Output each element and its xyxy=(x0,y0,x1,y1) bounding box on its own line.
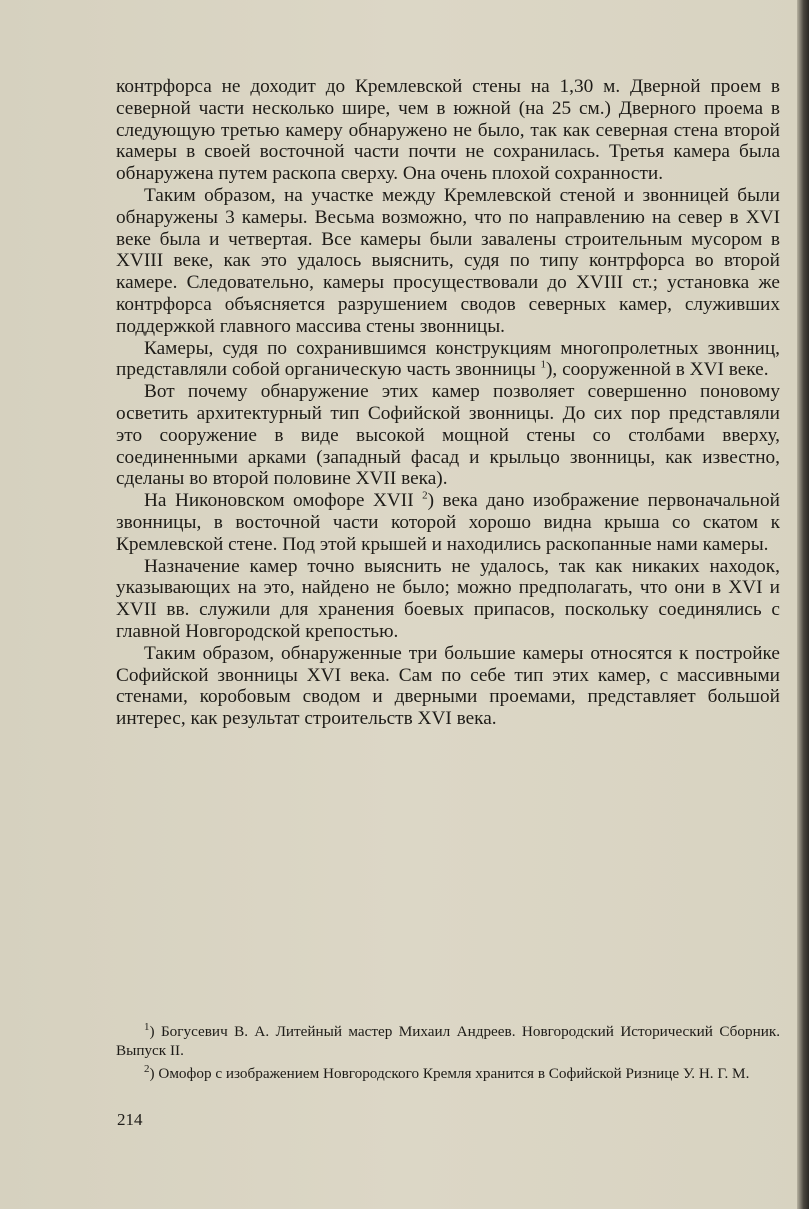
footnote-2 xyxy=(116,1064,780,1083)
main-text xyxy=(116,76,780,730)
footnote-text-2: ) Омофор с изображением Новгородского Кремля хранится в Софийской Ризнице У. Н. Г. М. xyxy=(149,1065,750,1082)
footnote-mark-2: 2 xyxy=(144,1062,150,1075)
paragraph-2: Таким образом, на участке между Кремлевской стеной и звонницей были обнаружены 3 камеры. Весьма возможно, что по направлению на север в XVI веке была и четвертая. Все камеры были завалены строительным мусором в XVIII веке, как это удалось выяснить, судя по типу контрфорса во второй камере. Следовательно, камеры просуществовали до XVIII ст.; установка же контрфорса объясняется разрушением сводов северных камер, служивших поддержкой главного массива стены звонницы. xyxy=(116,184,780,337)
paragraph-5-text-after: ) века дано изображение первоначальной звонницы, в восточной части которой хорошо видна крыша со скатом к Кремлевской стене. Под этой крышей и находились раскопанные нами камеры. xyxy=(116,490,780,555)
footnotes xyxy=(116,1022,780,1087)
footnote-ref-2: 2 xyxy=(422,489,428,502)
paragraph-6: Назначение камер точно выяснить не удалось, так как никаких находок, указывающих на это, найдено не было; можно предполагать, что они в XVI и XVII вв. служили для хранения боевых припасов, поскольку соединялись с главной Новгородской крепостью. xyxy=(116,555,780,642)
footnote-ref-1: 1 xyxy=(540,358,547,371)
paragraph-3 xyxy=(116,338,780,382)
paragraph-1: контрфорса не доходит до Кремлевской стены на 1,30 м. Дверной проем в северной части несколько шире, чем в южной (на 25 см.) Дверного проема в следующую третью камеру обнаружено не было, так как северная стена второй камеры в своей восточной части почти не сохранилась. Третья камера была обнаружена путем раскопа сверху. Она очень плохой сохранности. xyxy=(116,76,780,185)
paragraph-3-text-after: ), сооруженной в XVI веке. xyxy=(546,359,769,381)
footnote-mark-1: 1 xyxy=(144,1020,150,1033)
paragraph-5 xyxy=(116,490,780,555)
footnote-1 xyxy=(116,1022,780,1060)
paragraph-3-text-before: Камеры, судя по сохранившимся конструкциям многопролетных звонниц, представляли собой органическую часть звонницы xyxy=(116,337,780,381)
footnote-text-1: ) Богусевич В. А. Литейный мастер Михаил Андреев. Новгородский Исторический Сборник. Выпуск II. xyxy=(116,1023,780,1059)
paragraph-4: Вот почему обнаружение этих камер позволяет совершенно поновому осветить архитектурный тип Софийской звонницы. До сих пор представляли это сооружение в виде высокой мощной стены со столбами вверху, соединенными арками (западный фасад и крыльцо звонницы, как известно, сделаны во второй половине XVII века). xyxy=(116,381,780,490)
paragraph-5-text-before: На Никоновском омофоре XVII xyxy=(144,490,423,512)
paragraph-7: Таким образом, обнаруженные три большие камеры относятся к постройке Софийской звонницы XVI века. Сам по себе тип этих камер, с массивными стенами, коробовым сводом и дверными проемами, представляет большой интерес, как результат строительств XVI века. xyxy=(116,642,780,730)
page-number: 214 xyxy=(117,1110,143,1129)
page-edge-shadow xyxy=(797,0,809,1209)
